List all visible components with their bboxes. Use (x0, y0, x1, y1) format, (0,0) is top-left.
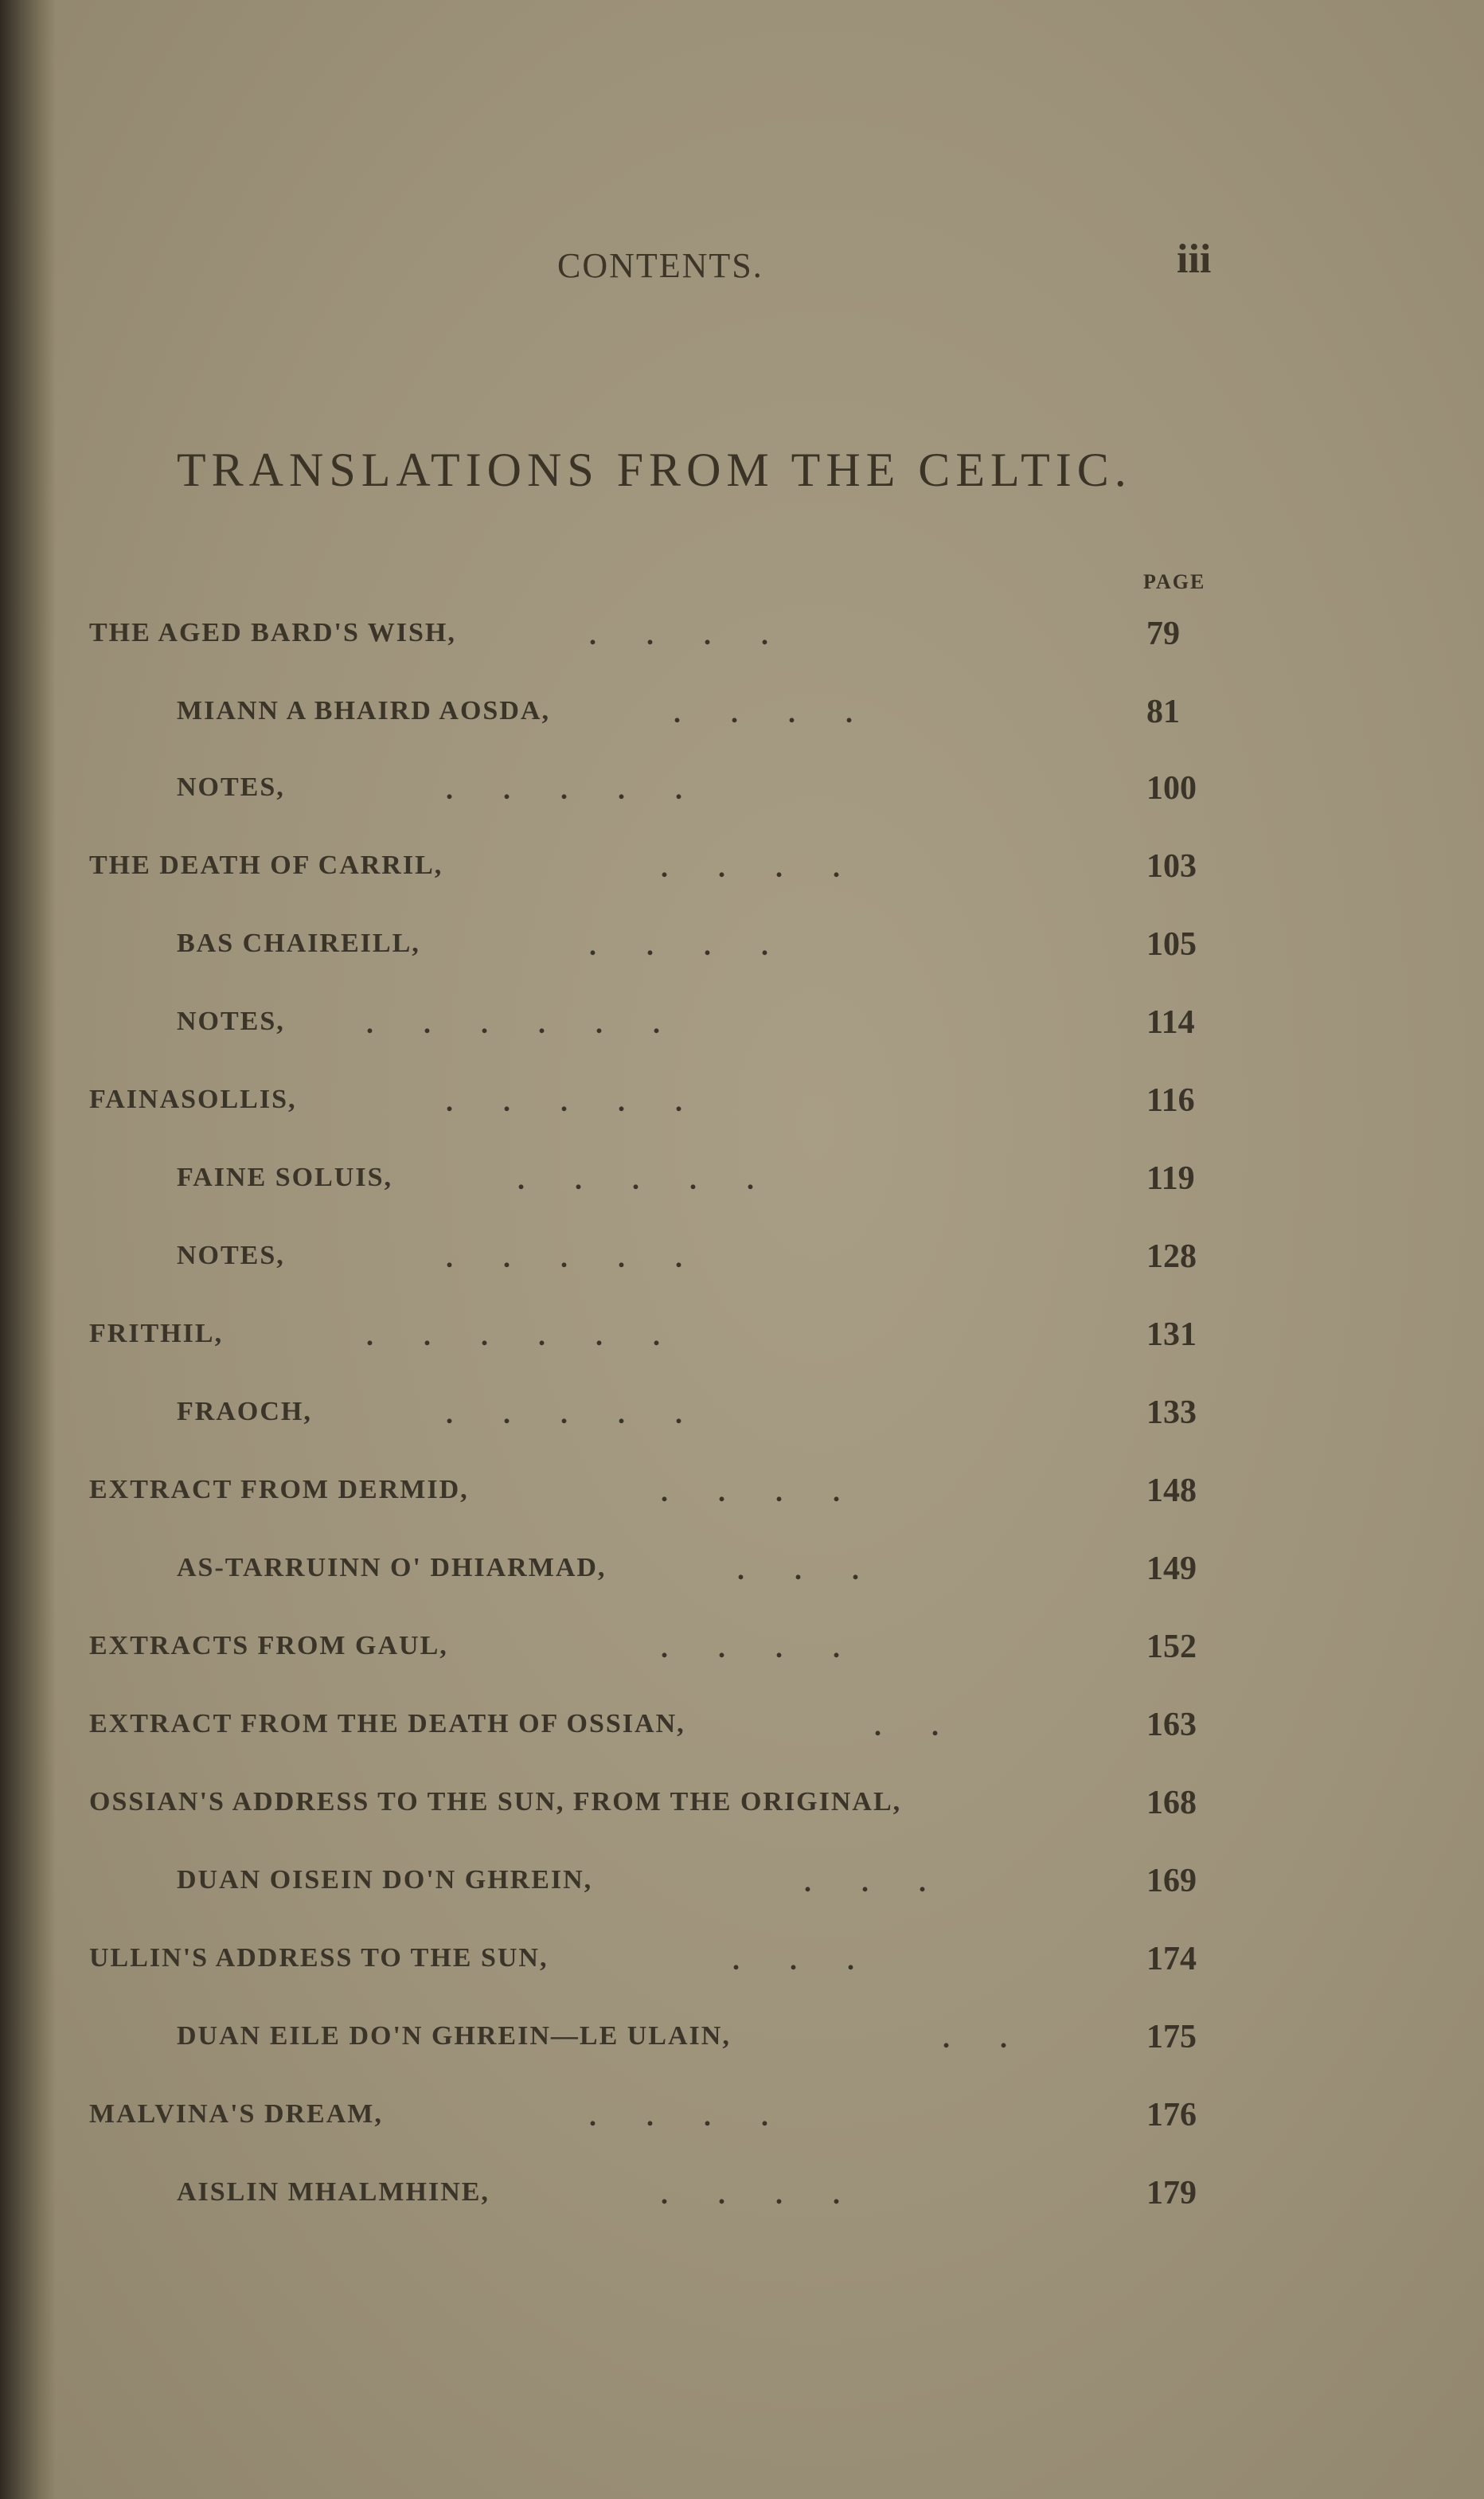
toc-entry-title: AS-TARRUINN O' DHIARMAD, (177, 1553, 607, 1582)
leader-dots: . . . . . (517, 1163, 754, 1195)
toc-entry (0, 1709, 1484, 1757)
leader-dots: . . . . . (446, 773, 682, 805)
toc-entry-page: 114 (1146, 1004, 1195, 1041)
toc-entry (0, 1316, 1484, 1367)
leader-dots: . . . (732, 1944, 854, 1976)
toc-entry-title: FRITHIL, (89, 1319, 224, 1348)
toc-entry (0, 696, 1484, 744)
leader-dots: . . . . . . (366, 1007, 660, 1039)
toc-entry-page: 133 (1146, 1394, 1197, 1431)
toc-entry-page: 116 (1146, 1082, 1195, 1119)
leader-dots: . . . . . (446, 1085, 682, 1117)
toc-entry (0, 772, 1484, 820)
page-column-label: PAGE (1143, 570, 1206, 593)
toc-entry (0, 1787, 1484, 1835)
toc-entry-title: BAS CHAIREILL, (177, 929, 420, 958)
toc-entry-page: 103 (1146, 848, 1197, 885)
toc-entry-page: 168 (1146, 1785, 1197, 1821)
page-number: iii (1177, 237, 1212, 282)
toc-entry-page: 169 (1146, 1863, 1197, 1899)
toc-entry-page: 163 (1146, 1707, 1197, 1743)
toc-entry-page: 174 (1146, 1941, 1197, 1977)
toc-entry (0, 2021, 1484, 2069)
toc-entry-title: FAINASOLLIS, (89, 1085, 297, 1114)
running-head: CONTENTS. (557, 246, 763, 285)
toc-entry-page: 179 (1146, 2175, 1197, 2212)
toc-entry-page: 175 (1146, 2019, 1197, 2055)
toc-entry (0, 1394, 1484, 1445)
toc-entry (0, 1004, 1484, 1054)
toc-entry-title: FAINE SOLUIS, (177, 1163, 392, 1192)
toc-entry-title: NOTES, (177, 1007, 285, 1036)
toc-entry-title: THE DEATH OF CARRIL, (89, 851, 443, 880)
toc-entry-title: FRAOCH, (177, 1397, 312, 1426)
toc-entry (0, 1160, 1484, 1210)
toc-entry-title: DUAN OISEIN DO'N GHREIN, (177, 1865, 593, 1895)
toc-entry-page: 152 (1146, 1629, 1197, 1665)
toc-entry (0, 1472, 1484, 1523)
toc-entry (0, 848, 1484, 898)
toc-entry (0, 1553, 1484, 1601)
leader-dots: . . . . . (446, 1242, 682, 1273)
toc-entry-title: EXTRACT FROM DERMID, (89, 1475, 469, 1504)
toc-entry-page: 81 (1146, 694, 1180, 730)
toc-entry-title: NOTES, (177, 772, 285, 802)
leader-dots: . . (943, 2022, 1007, 2054)
leader-dots: . . . . (589, 929, 768, 961)
toc-entry-title: OSSIAN'S ADDRESS TO THE SUN, FROM THE ORIGINAL, (89, 1787, 902, 1817)
leader-dots: . . . . (661, 2178, 840, 2210)
leader-dots: . . (874, 1710, 939, 1742)
leader-dots: . . . . (589, 2100, 768, 2132)
toc-entry (0, 618, 1484, 666)
toc-entry-page: 148 (1146, 1472, 1197, 1509)
toc-entry-page: 149 (1146, 1551, 1197, 1587)
toc-entry-title: EXTRACTS FROM GAUL, (89, 1631, 448, 1660)
toc-entry-title: AISLIN MHALMHINE, (177, 2177, 490, 2207)
toc-entry-title: NOTES, (177, 1241, 285, 1270)
leader-dots: . . . . (589, 619, 768, 651)
leader-dots: . . . . (674, 697, 853, 729)
toc-entry (0, 926, 1484, 976)
toc-entry-title: MALVINA'S DREAM, (89, 2099, 383, 2129)
leader-dots: . . . . (661, 851, 840, 883)
leader-dots: . . . (737, 1554, 859, 1586)
leader-dots: . . . . . . (366, 1320, 660, 1351)
toc-entry-title: MIANN A BHAIRD AOSDA, (177, 696, 550, 725)
toc-entry (0, 1865, 1484, 1913)
toc-entry-page: 105 (1146, 926, 1197, 963)
toc-entry-page: 100 (1146, 770, 1197, 807)
toc-entry-page: 119 (1146, 1160, 1195, 1197)
toc-entry-page: 176 (1146, 2097, 1197, 2133)
leader-dots: . . . . . (446, 1398, 682, 1429)
toc-entry (0, 1238, 1484, 1289)
toc-entry (0, 2099, 1484, 2147)
toc-entry (0, 1082, 1484, 1132)
toc-entry (0, 2177, 1484, 2225)
toc-entry-page: 79 (1146, 616, 1180, 652)
toc-entry-title: DUAN EILE DO'N GHREIN—LE ULAIN, (177, 2021, 731, 2051)
toc-entry (0, 1631, 1484, 1679)
toc-entry-title: EXTRACT FROM THE DEATH OF OSSIAN, (89, 1709, 685, 1738)
leader-dots: . . . (804, 1866, 926, 1898)
toc-entry-page: 131 (1146, 1316, 1197, 1353)
toc-entry-title: ULLIN'S ADDRESS TO THE SUN, (89, 1943, 549, 1973)
leader-dots: . . . . (661, 1632, 840, 1664)
toc-entry (0, 1943, 1484, 1991)
section-title: TRANSLATIONS FROM THE CELTIC. (177, 444, 1132, 496)
leader-dots: . . . . (661, 1476, 840, 1508)
toc-entry-page: 128 (1146, 1238, 1197, 1275)
toc-entry-title: THE AGED BARD'S WISH, (89, 618, 456, 647)
